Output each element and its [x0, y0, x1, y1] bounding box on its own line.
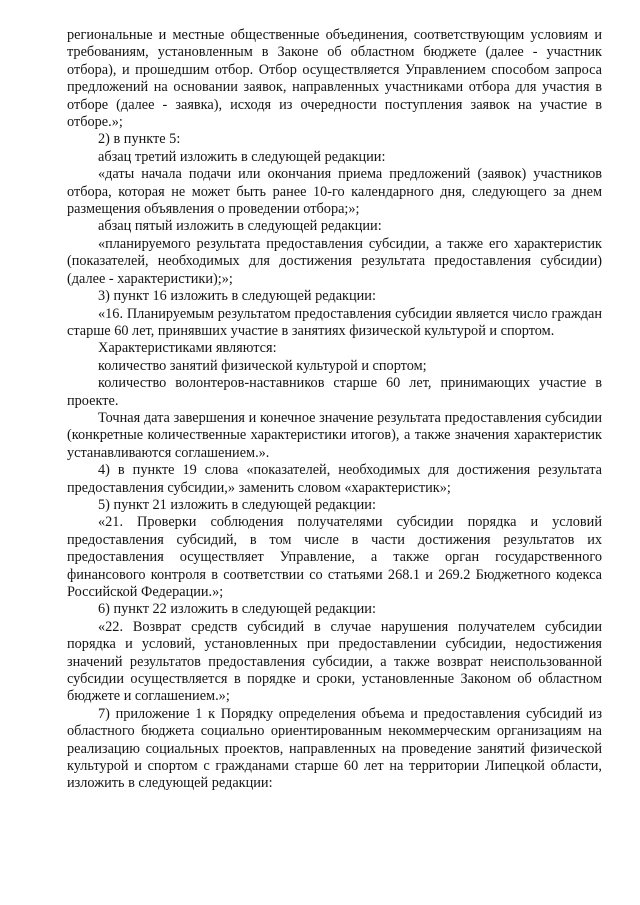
paragraph-continuation: региональные и местные общественные объединения, соответствующим условиям и требованиям, установленным в Законе об областном бюджете (далее - участник отбора), и прошедшим отбор. Отбор осуществляется Управлением способом запроса предложений на основании заявок, направленных участниками отбора для участия в отборе (далее - заявка), исходя из очередности поступления заявок на участие в отборе.»;: [67, 27, 602, 131]
item-5-heading: 5) пункт 21 изложить в следующей редакции:: [98, 496, 376, 513]
paragraph: абзац третий изложить в следующей редакции:: [98, 148, 386, 165]
quoted-paragraph: «даты начала подачи или окончания приема предложений (заявок) участников отбора, которая не может быть ранее 10-го календарного дня, следующего за днем размещения объявления о проведении отбора;»;: [67, 166, 602, 218]
quoted-paragraph: «16. Планируемым результатом предоставления субсидии является число граждан старше 60 лет, принявших участие в занятиях физической культурой и спортом.: [67, 305, 602, 339]
item-4: 4) в пункте 19 слова «показателей, необходимых для достижения результата предоставления субсидии,» заменить словом «характеристик»;: [67, 462, 602, 496]
item-7: 7) приложение 1 к Порядку определения объема и предоставления субсидий из областного бюджета социально ориентированным некоммерческим организациям на реализацию социальных проектов, направленных на проведение занятий физической культурой и спортом с гражданами старше 60 лет на территории Липецкой области, изложить в следующей редакции:: [67, 705, 602, 792]
paragraph: количество волонтеров-наставников старше 60 лет, принимающих участие в проекте.: [67, 375, 602, 409]
paragraph: абзац пятый изложить в следующей редакции:: [98, 218, 382, 235]
quoted-paragraph: «22. Возврат средств субсидий в случае нарушения получателем субсидии порядка и условий, установленных при предоставлении субсидии, недостижения значений результатов предоставления субсидии, а также возврат неиспользованной субсидии осуществляется в порядке и сроки, установленные Законом об областном бюджете и соглашением.»;: [67, 618, 602, 705]
item-6-heading: 6) пункт 22 изложить в следующей редакции:: [98, 601, 376, 618]
paragraph: Характеристиками являются:: [98, 340, 277, 357]
item-2-heading: 2) в пункте 5:: [98, 131, 181, 148]
quoted-paragraph: «планируемого результата предоставления субсидии, а также его характеристик (показателей, необходимых для достижения результата предоставления субсидии) (далее - характеристики);»;: [67, 235, 602, 287]
paragraph: количество занятий физической культурой и спортом;: [98, 357, 427, 374]
quoted-paragraph: «21. Проверки соблюдения получателями субсидии порядка и условий предоставления субсидий, в том числе в части достижения результатов их предоставления осуществляет Управление, а также орган государственного финансового контроля в соответствии со статьями 268.1 и 269.2 Бюджетного кодекса Российской Федерации.»;: [67, 514, 602, 600]
paragraph: Точная дата завершения и конечное значение результата предоставления субсидии (конкретные количественные характеристики итогов), а также значения характеристик устанавливаются соглашением.».: [67, 409, 602, 461]
item-3-heading: 3) пункт 16 изложить в следующей редакции:: [98, 288, 376, 305]
